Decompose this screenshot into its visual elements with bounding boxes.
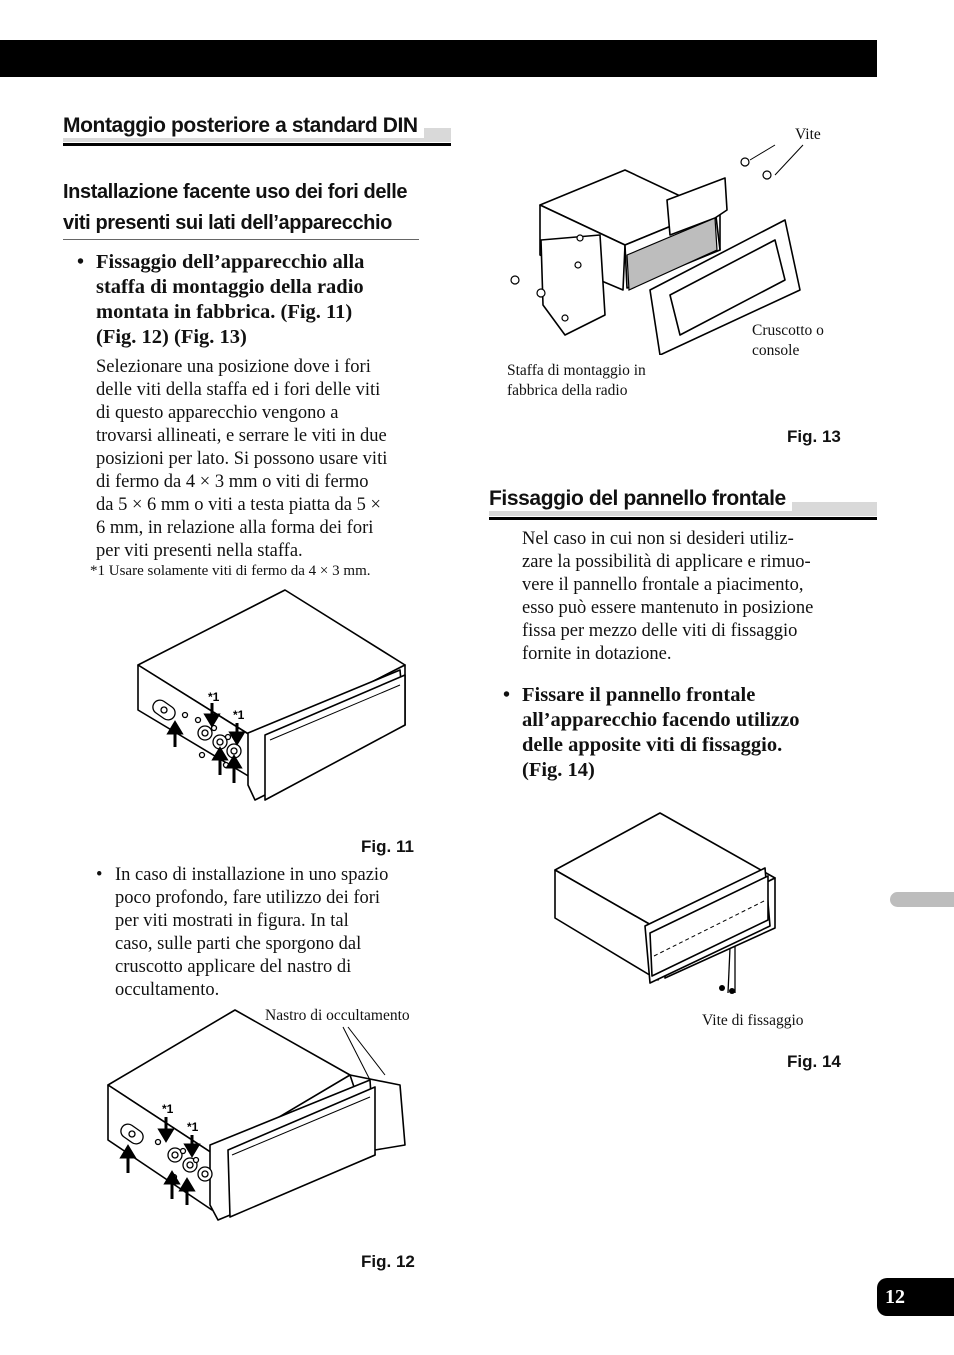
fig14-caption: Vite di fissaggio	[702, 1012, 804, 1029]
fig12-caption: Nastro di occultamento	[265, 1007, 410, 1024]
footnote: *1 Usare solamente viti di fermo da 4 × 3 mm.	[90, 563, 371, 579]
page-number: 12	[877, 1278, 954, 1316]
marker-label: *1	[162, 1102, 174, 1116]
subsection-rule	[63, 239, 419, 240]
fig13-caption-bracket: Staffa di montaggio in fabbrica della radio	[507, 362, 646, 399]
paragraph-2: In caso di installazione in uno spazio poco profondo, fare utilizzo dei fori per viti mostrati in figura. In tal caso, sulle parti che sporgono dal cruscotto applicare del nastro di occultamento.	[115, 865, 389, 1000]
bullet-marker: •	[96, 865, 103, 885]
marker-label: *1	[233, 708, 245, 722]
header-bar	[0, 40, 877, 77]
fig12-label: Fig. 12	[361, 1252, 415, 1271]
paragraph-3: Nel caso in cui non si desideri utiliz- zare la possibilità di applicare e rimuo- vere il pannello frontale a piacimento, esso può essere mantenuto in posizione fissa per mezzo delle viti di fissaggio fornite in dotazione.	[522, 529, 814, 664]
bullet-heading-1: Fissaggio dell’apparecchio alla staffa di montaggio della radio montata in fabbrica. (Fig. 11) (Fig. 12) (Fig. 13)	[96, 251, 365, 348]
subsection-title: Installazione facente uso dei fori delle viti presenti sui lati dell’apparecchio	[63, 181, 408, 234]
fig14-illustration	[550, 808, 790, 1008]
bullet-marker: •	[77, 251, 85, 273]
fig14-label: Fig. 14	[787, 1052, 841, 1071]
bullet-marker: •	[503, 684, 511, 706]
bullet-heading-2: Fissare il pannello frontale all’apparecchio facendo utilizzo delle apposite viti di fissaggio. (Fig. 14)	[522, 684, 800, 781]
fig13-caption-dashboard: Cruscotto o console	[752, 322, 824, 359]
side-tab	[890, 892, 954, 907]
fig11-label: Fig. 11	[361, 837, 414, 856]
marker-label: *1	[187, 1120, 199, 1134]
marker-label: *1	[208, 690, 220, 704]
section-rule	[489, 517, 877, 520]
fig12-illustration	[100, 1005, 420, 1230]
fig13-caption-screw: Vite	[795, 126, 821, 143]
paragraph-1: Selezionare una posizione dove i fori delle viti della staffa ed i fori delle viti di questo apparecchio vengono a trovarsi allineati, e serrare le viti in due posizioni per lato. Si possono usare viti di fermo da 4 × 3 mm o viti di fermo da 5 × 6 mm o viti a testa piatta da 5 × 6 mm, in relazione alla forma dei fori per viti presenti nella staffa.	[96, 357, 388, 561]
section-rule	[63, 143, 451, 146]
fig11-illustration	[130, 585, 415, 810]
fig13-label: Fig. 13	[787, 427, 841, 446]
section-title: Montaggio posteriore a standard DIN	[63, 114, 424, 138]
section-title: Fissaggio del pannello frontale	[489, 487, 792, 511]
